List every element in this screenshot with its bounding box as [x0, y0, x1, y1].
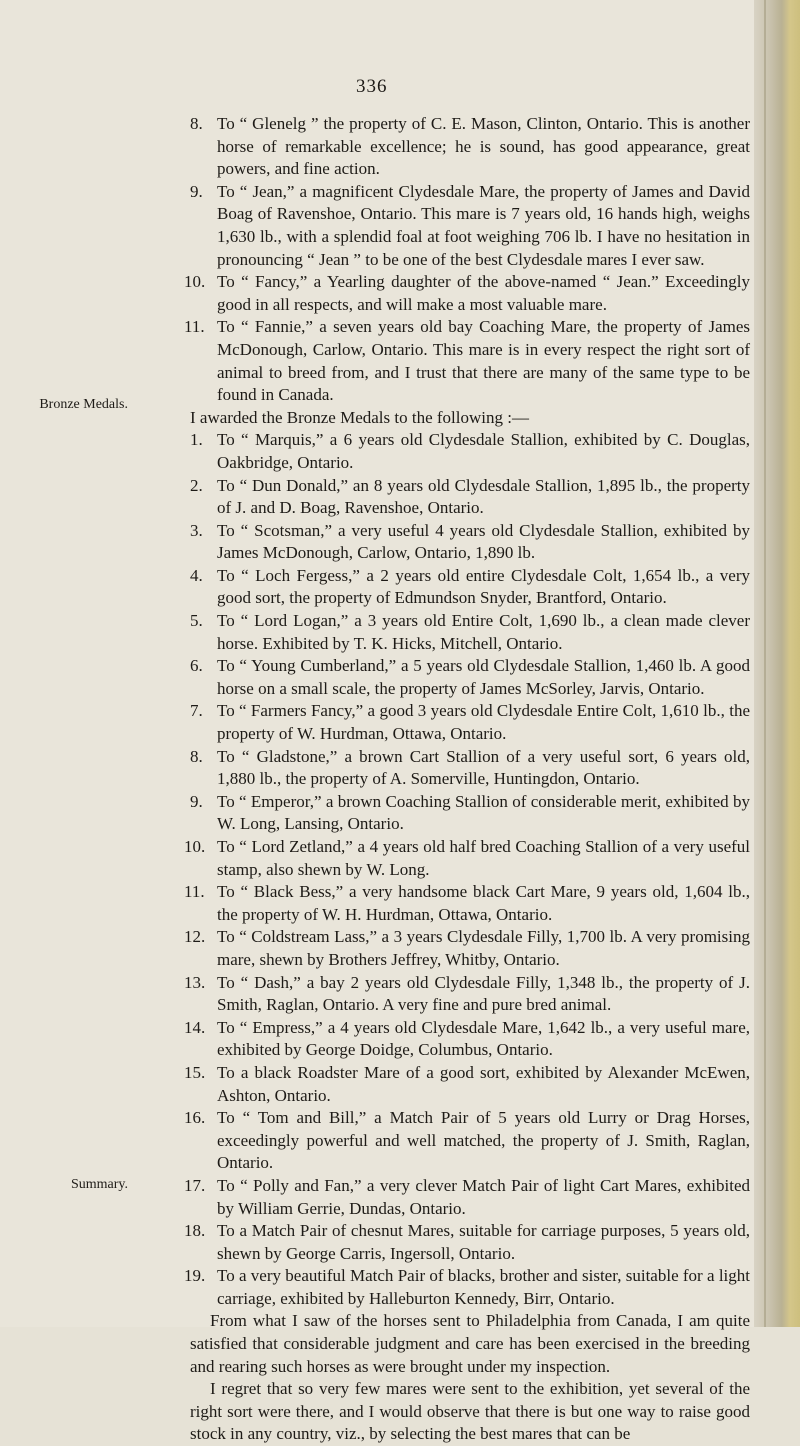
item-text: To “ Dun Donald,” an 8 years old Clydesdale Stallion, 1,895 lb., the property of J. and D. Boag, Ravenshoe, Ontario.: [217, 475, 750, 518]
item-text: To a very beautiful Match Pair of blacks, brother and sister, suitable for a light carriage, exhibited by Halleburton Kennedy, Birr, Ontario.: [217, 1266, 750, 1308]
item-number: 16.: [184, 1108, 206, 1128]
bronze-medal-list: [184, 429, 750, 1310]
item-number: 9.: [190, 181, 203, 201]
list-item: [190, 520, 750, 565]
list-item: [190, 610, 750, 655]
item-text: To a black Roadster Mare of a good sort, exhibited by Alexander McEwen, Ashton, Ontario.: [217, 1062, 750, 1105]
list-item: [184, 271, 750, 316]
item-text: To “ Farmers Fancy,” a good 3 years old Clydesdale Entire Colt, 1,610 lb., the property of W. Hurdman, Ottawa, Ontario.: [217, 701, 750, 744]
summary-paragraph: From what I saw of the horses sent to Philadelphia from Canada, I am quite satisfied that considerable judgment and care has been exercised in the breeding and rearing such horses as were brought under my inspection.: [190, 1311, 750, 1376]
list-item: [190, 429, 750, 474]
item-text: To “ Fancy,” a Yearling daughter of the above-named “ Jean.” Exceedingly good in all respects, and will make a most valuable mare.: [217, 272, 750, 314]
list-item: [184, 1265, 750, 1310]
bronze-intro: I awarded the Bronze Medals to the following :—: [190, 407, 529, 427]
item-number: 15.: [184, 1062, 206, 1082]
silver-medal-list: [184, 113, 750, 407]
item-number: 10.: [184, 837, 206, 856]
item-number: 10.: [184, 272, 206, 292]
item-text: To “ Gladstone,” a brown Cart Stallion of a very useful sort, 6 years old, 1,880 lb., the property of A. Somerville, Huntingdon, Ontario.: [217, 746, 750, 789]
item-text: To “ Scotsman,” a very useful 4 years old Clydesdale Stallion, exhibited by James McDonough, Carlow, Ontario, 1,890 lb.: [217, 520, 750, 563]
item-number: 3.: [190, 520, 203, 540]
page-binding-edge: [754, 0, 800, 1327]
list-item: [190, 475, 750, 520]
list-item: [184, 1107, 750, 1175]
list-item: [190, 655, 750, 700]
list-item: [184, 316, 750, 406]
item-text: To “ Polly and Fan,” a very clever Match Pair of light Cart Mares, exhibited by William Gerrie, Dundas, Ontario.: [217, 1175, 750, 1218]
list-item: [190, 565, 750, 610]
item-number: 12.: [184, 927, 206, 947]
list-item: [190, 181, 750, 271]
item-number: 1.: [190, 430, 203, 450]
list-item: [184, 881, 750, 926]
margin-note-summary: Summary.: [70, 1177, 128, 1192]
item-number: 6.: [190, 656, 203, 676]
list-item: [190, 746, 750, 791]
item-text: To “ Tom and Bill,” a Match Pair of 5 years old Lurry or Drag Horses, exceedingly powerful and well matched, the property of J. Smith, Raglan, Ontario.: [217, 1108, 750, 1173]
margin-note-bronze-medals: Bronze Medals.: [39, 397, 128, 412]
page-number: 336: [356, 76, 388, 97]
item-number: 2.: [190, 475, 203, 495]
item-text: To “ Black Bess,” a very handsome black Cart Mare, 9 years old, 1,604 lb., the property of W. H. Hurdman, Ottawa, Ontario.: [217, 882, 750, 924]
summary-section: [190, 1310, 750, 1446]
item-number: 9.: [190, 791, 203, 811]
list-item: [184, 1062, 750, 1107]
item-text: To “ Lord Logan,” a 3 years old Entire Colt, 1,690 lb., a clean made clever horse. Exhibited by T. K. Hicks, Mitchell, Ontario.: [217, 611, 750, 653]
item-text: To “ Glenelg ” the property of C. E. Mason, Clinton, Ontario. This is another horse of remarkable excellence; he is sound, has good appearance, great powers, and fine action.: [217, 114, 750, 179]
item-text: To “ Coldstream Lass,” a 3 years Clydesdale Filly, 1,700 lb. A very promising mare, shewn by Brothers Jeffrey, Whitby, Ontario.: [217, 927, 750, 969]
list-item: [190, 700, 750, 745]
item-number: 11.: [184, 882, 205, 902]
list-item: [184, 1220, 750, 1265]
item-text: To “ Loch Fergess,” a 2 years old entire Clydesdale Colt, 1,654 lb., a very good sort, the property of Edmundson Snyder, Brantford, Ontario.: [217, 565, 750, 608]
summary-paragraph: I regret that so very few mares were sent to the exhibition, yet several of the right sort were there, and I would observe that there is but one way to raise good stock in any country, viz., by selecting the best mares that can be: [190, 1379, 750, 1444]
item-text: To “ Young Cumberland,” a 5 years old Clydesdale Stallion, 1,460 lb. A good horse on a small scale, the property of James McSorley, Jarvis, Ontario.: [217, 656, 750, 698]
item-text: To “ Lord Zetland,” a 4 years old half bred Coaching Stallion of a very useful stamp, also shewn by W. Long.: [217, 837, 750, 879]
item-number: 18.: [184, 1221, 206, 1241]
item-text: To “ Fannie,” a seven years old bay Coaching Mare, the property of James McDonough, Carlow, Ontario. This mare is in every respect the right sort of animal to breed from, and I trust that there are many of the same type to be found in Canada.: [217, 317, 750, 405]
item-number: 8.: [190, 746, 203, 766]
list-item: [184, 926, 750, 971]
list-item: [190, 791, 750, 836]
item-text: To a Match Pair of chesnut Mares, suitable for carriage purposes, 5 years old, shewn by George Carris, Ingersoll, Ontario.: [217, 1221, 750, 1263]
item-number: 17.: [184, 1175, 206, 1195]
list-item: [184, 972, 750, 1017]
body-text: [184, 113, 750, 1446]
item-number: 11.: [184, 317, 205, 337]
item-number: 14.: [184, 1017, 206, 1037]
item-number: 19.: [184, 1266, 206, 1286]
item-text: To “ Dash,” a bay 2 years old Clydesdale Filly, 1,348 lb., the property of J. Smith, Raglan, Ontario. A very fine and pure bred animal.: [217, 972, 750, 1015]
list-item: [184, 1175, 750, 1220]
item-text: To “ Jean,” a magnificent Clydesdale Mare, the property of James and David Boag of Ravenshoe, Ontario. This mare is 7 years old, 16 hands high, weighs 1,630 lb., with a splendid foal at foot weighing 706 lb. I have no hesitation in pronouncing “ Jean ” to be one of the best Clydesdale mares I ever saw.: [217, 181, 750, 269]
item-number: 5.: [190, 611, 203, 631]
item-text: To “ Emperor,” a brown Coaching Stallion of considerable merit, exhibited by W. Long, Lansing, Ontario.: [217, 791, 750, 834]
list-item: [190, 113, 750, 181]
item-number: 8.: [190, 114, 203, 133]
item-text: To “ Marquis,” a 6 years old Clydesdale Stallion, exhibited by C. Douglas, Oakbridge, Ontario.: [217, 430, 750, 472]
list-item: [184, 836, 750, 881]
list-item: [184, 1017, 750, 1062]
item-number: 13.: [184, 972, 206, 992]
item-text: To “ Empress,” a 4 years old Clydesdale Mare, 1,642 lb., a very useful mare, exhibited by George Doidge, Columbus, Ontario.: [217, 1017, 750, 1060]
item-number: 7.: [190, 701, 203, 721]
item-number: 4.: [190, 565, 203, 585]
